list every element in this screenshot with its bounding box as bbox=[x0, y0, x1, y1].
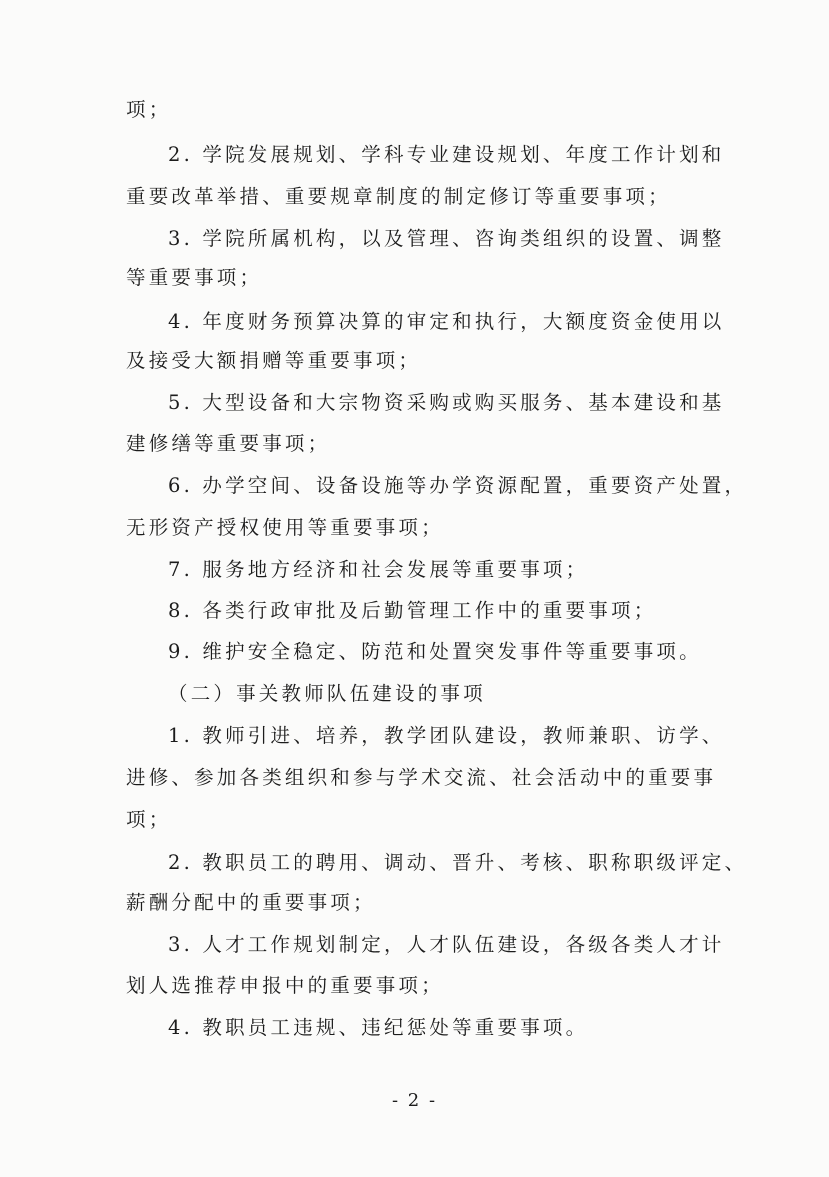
section-heading: （二）事关教师队伍建设的事项 bbox=[168, 682, 486, 705]
text-line: 等重要事项； bbox=[126, 266, 263, 289]
text-line: 项； bbox=[126, 98, 172, 121]
page-number: - 2 - bbox=[391, 1090, 438, 1111]
text-line: 及接受大额捐赠等重要事项； bbox=[126, 349, 422, 372]
text-line: 8. 各类行政审批及后勤管理工作中的重要事项； bbox=[168, 599, 657, 622]
text-line: 无形资产授权使用等重要事项； bbox=[126, 516, 444, 539]
text-line: 划人选推荐申报中的重要事项； bbox=[126, 974, 444, 997]
text-line: 6. 办学空间、设备设施等办学资源配置，重要资产处置， bbox=[168, 474, 748, 497]
text-line: 2. 学院发展规划、学科专业建设规划、年度工作计划和 bbox=[168, 143, 725, 166]
text-line: 3. 学院所属机构，以及管理、咨询类组织的设置、调整 bbox=[168, 227, 725, 250]
text-line: 9. 维护安全稳定、防范和处置突发事件等重要事项。 bbox=[168, 640, 702, 663]
text-line: 4. 年度财务预算决算的审定和执行，大额度资金使用以 bbox=[168, 310, 725, 333]
text-line: 2. 教职员工的聘用、调动、晋升、考核、职称职级评定、 bbox=[168, 851, 748, 874]
text-line: 薪酬分配中的重要事项； bbox=[126, 891, 376, 914]
text-line: 重要改革举措、重要规章制度的制定修订等重要事项； bbox=[126, 185, 671, 208]
text-line: 项； bbox=[126, 808, 172, 831]
text-line: 5. 大型设备和大宗物资采购或购买服务、基本建设和基 bbox=[168, 391, 725, 414]
text-line: 4. 教职员工违规、违纪惩处等重要事项。 bbox=[168, 1016, 589, 1039]
text-line: 1. 教师引进、培养，教学团队建设，教师兼职、访学、 bbox=[168, 724, 725, 747]
text-line: 建修缮等重要事项； bbox=[126, 432, 331, 455]
text-line: 7. 服务地方经济和社会发展等重要事项； bbox=[168, 558, 589, 581]
text-line: 进修、参加各类组织和参与学术交流、社会活动中的重要事 bbox=[126, 766, 717, 789]
text-line: 3. 人才工作规划制定，人才队伍建设，各级各类人才计 bbox=[168, 933, 725, 956]
